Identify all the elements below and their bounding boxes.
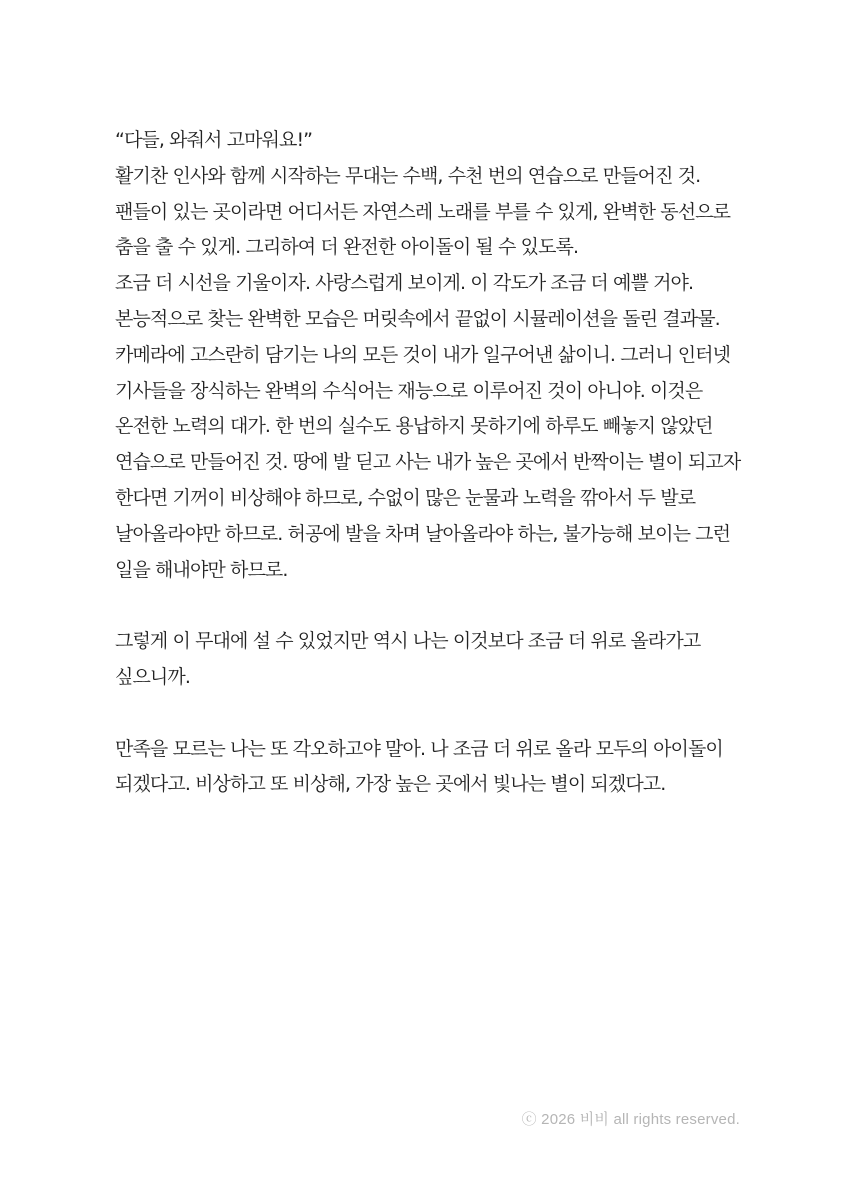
text-line: 춤을 출 수 있게. 그리하여 더 완전한 아이돌이 될 수 있도록.: [115, 236, 579, 259]
document-body: [115, 123, 755, 803]
text-line: 팬들이 있는 곳이라면 어디서든 자연스레 노래를 부를 수 있게, 완벽한 동선으로: [115, 200, 731, 223]
text-line: 카메라에 고스란히 담기는 나의 모든 것이 내가 일구어낸 삶이니. 그러니 인터넷: [115, 343, 731, 366]
text-line: 연습으로 만들어진 것. 땅에 발 딛고 사는 내가 높은 곳에서 반짝이는 별이 되고자: [115, 451, 741, 474]
text-line: 그렇게 이 무대에 설 수 있었지만 역시 나는 이것보다 조금 더 위로 올라가고: [115, 630, 701, 653]
paragraph-3: [115, 732, 755, 804]
text-line: 되겠다고. 비상하고 또 비상해, 가장 높은 곳에서 빛나는 별이 되겠다고.: [115, 773, 666, 796]
text-line: 조금 더 시선을 기울이자. 사랑스럽게 보이게. 이 각도가 조금 더 예쁠 거야.: [115, 272, 694, 295]
paragraph-2: [115, 624, 755, 696]
text-line: 만족을 모르는 나는 또 각오하고야 말아. 나 조금 더 위로 올라 모두의 아이돌이: [115, 737, 723, 760]
paragraph-spacer: [115, 696, 755, 732]
text-line: 본능적으로 찾는 완벽한 모습은 머릿속에서 끝없이 시뮬레이션을 돌린 결과물.: [115, 307, 720, 330]
text-line: 싶으니까.: [115, 665, 190, 688]
paragraph-1: [115, 123, 755, 588]
paragraph-spacer: [115, 588, 755, 624]
text-line: 날아올라야만 하므로. 허공에 발을 차며 날아올라야 하는, 불가능해 보이는 그런: [115, 522, 731, 545]
text-line: “다들, 와줘서 고마워요!”: [115, 129, 313, 151]
text-line: 활기찬 인사와 함께 시작하는 무대는 수백, 수천 번의 연습으로 만들어진 것.: [115, 164, 701, 187]
text-line: 기사들을 장식하는 완벽의 수식어는 재능으로 이루어진 것이 아니야. 이것은: [115, 379, 703, 402]
text-line: 온전한 노력의 대가. 한 번의 실수도 용납하지 못하기에 하루도 빼놓지 않았던: [115, 415, 713, 438]
text-line: 일을 해내야만 하므로.: [115, 558, 288, 581]
text-line: 한다면 기꺼이 비상해야 하므로, 수없이 많은 눈물과 노력을 깎아서 두 발로: [115, 486, 696, 509]
copyright-footer: ⓒ 2026 비비 all rights reserved.: [521, 1111, 740, 1128]
